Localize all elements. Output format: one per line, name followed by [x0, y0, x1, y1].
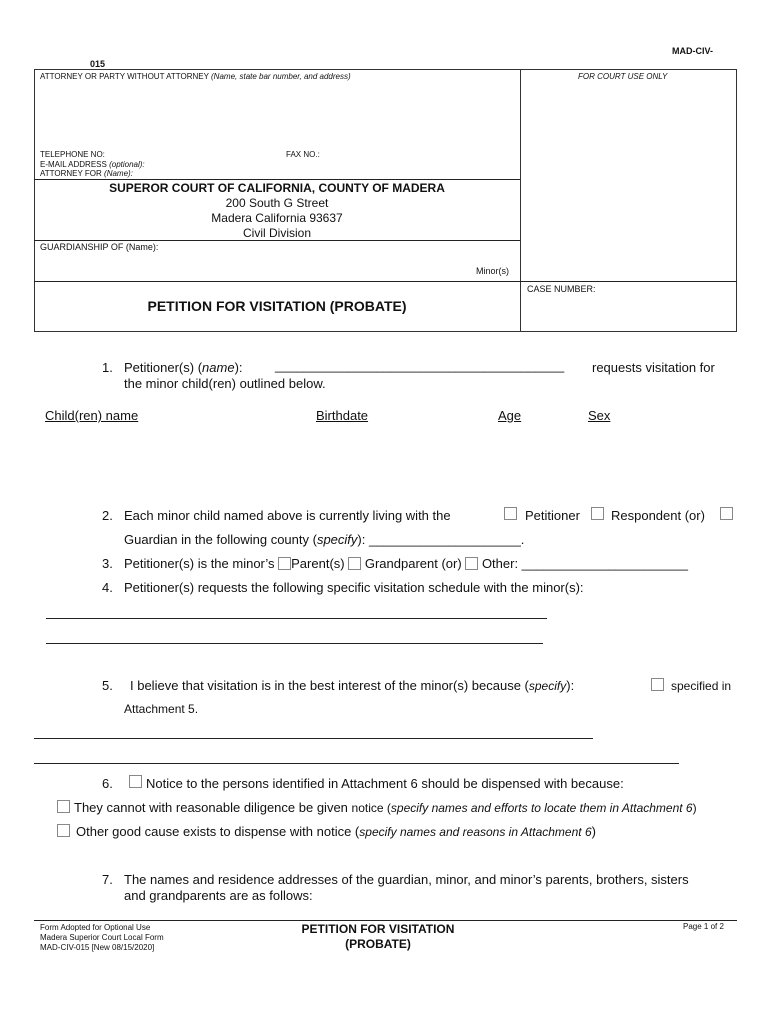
case-number-label: CASE NUMBER: [527, 284, 596, 294]
parent-option-label: Parent(s) [291, 556, 345, 571]
reason-line-1[interactable] [34, 738, 593, 739]
specified-attachment5-checkbox[interactable] [651, 678, 664, 691]
court-name: SUPEROR COURT OF CALIFORNIA, COUNTY OF MADERA [109, 181, 445, 195]
petitioner-option-label: Petitioner [525, 508, 580, 523]
item5-line2: Attachment 5. [124, 702, 199, 716]
footer-left: Form Adopted for Optional Use Madera Superior Court Local Form MAD-CIV-015 [New 08/15/2020] [40, 923, 164, 952]
item3-line: Petitioner(s) is the minor’s Parent(s) Grandparent (or) Other: _______________________ [124, 556, 688, 571]
grandparent-checkbox[interactable] [348, 557, 361, 570]
attorney-for-label: ATTORNEY FOR (Name): [40, 169, 133, 178]
other-good-cause-checkbox[interactable] [57, 824, 70, 837]
column-child-name: Child(ren) name [45, 408, 139, 423]
column-birthdate: Birthdate [316, 408, 369, 423]
fax-label: FAX NO.: [286, 150, 320, 159]
form-code-right: MAD-CIV- [672, 46, 713, 56]
item6-number: 6. [102, 776, 113, 791]
cannot-give-notice-label: They cannot with reasonable diligence be given notice (specify names and efforts to locate them in Attachment 6) [74, 800, 697, 815]
court-use-label: FOR COURT USE ONLY [578, 72, 668, 81]
item1-line1: Petitioner(s) (name): [124, 360, 243, 375]
column-age: Age [498, 408, 522, 423]
respondent-option-label: Respondent (or) [611, 508, 705, 523]
divider-title [34, 281, 737, 282]
item1-requests: requests visitation for [592, 360, 715, 375]
court-division: Civil Division [242, 226, 311, 240]
other-good-cause-label: Other good cause exists to dispense with notice (specify names and reasons in Attachment 6) [76, 824, 596, 839]
item6-text: Notice to the persons identified in Attachment 6 should be dispensed with because: [146, 776, 624, 791]
item7-number: 7. [102, 872, 113, 887]
court-street: 200 South G Street [225, 196, 329, 210]
petitioner-name-field[interactable]: ________________________________________ [275, 358, 565, 373]
divider-attorney [34, 179, 520, 180]
item7-line2: and grandparents are as follows: [124, 888, 313, 903]
footer-title: PETITION FOR VISITATION (PROBATE) [301, 922, 455, 951]
other-relation-field[interactable]: Other: _______________________ [481, 556, 688, 571]
court-address [34, 181, 520, 241]
item3-number: 3. [102, 556, 113, 571]
other-relation-checkbox[interactable] [465, 557, 478, 570]
page-number: Page 1 of 2 [683, 922, 724, 931]
grandparent-option-label: Grandparent (or) [364, 556, 462, 571]
living-with-petitioner-checkbox[interactable] [504, 507, 517, 520]
specified-in-label: specified in [671, 679, 732, 693]
living-with-respondent-checkbox[interactable] [591, 507, 604, 520]
county-field[interactable]: ): _____________________. [357, 532, 525, 547]
column-sex: Sex [588, 408, 611, 423]
telephone-label: TELEPHONE NO: [40, 150, 105, 159]
item4-number: 4. [102, 580, 113, 595]
attorney-label: ATTORNEY OR PARTY WITHOUT ATTORNEY (Name, state bar number, and address) [40, 72, 351, 81]
item1-line2: the minor child(ren) outlined below. [124, 376, 326, 391]
parent-checkbox[interactable] [278, 557, 291, 570]
item4-text: Petitioner(s) requests the following specific visitation schedule with the minor(s): [124, 580, 584, 595]
caption-vertical-divider [520, 69, 521, 332]
item5-number: 5. [102, 678, 113, 693]
dispense-notice-checkbox[interactable] [129, 775, 142, 788]
minors-label: Minor(s) [476, 266, 509, 276]
cannot-give-notice-checkbox[interactable] [57, 800, 70, 813]
form-title: PETITION FOR VISITATION (PROBATE) [147, 298, 407, 314]
item5-line1: I believe that visitation is in the best interest of the minor(s) because (specify): [130, 678, 575, 693]
item1-number: 1. [102, 360, 113, 375]
item2-line2: Guardian in the following county (specify): _____________________. [124, 532, 525, 547]
item2-line1: Each minor child named above is currently living with the [124, 508, 451, 523]
item2-number: 2. [102, 508, 113, 523]
schedule-line-1[interactable] [46, 618, 547, 619]
item7-line1: The names and residence addresses of the guardian, minor, and minor’s parents, brothers, sisters [124, 872, 689, 887]
court-city: Madera California 93637 [211, 211, 343, 225]
footer-rule [34, 920, 737, 921]
reason-line-2[interactable] [34, 763, 679, 764]
guardianship-label: GUARDIANSHIP OF (Name): [40, 242, 159, 252]
schedule-line-2[interactable] [46, 643, 543, 644]
email-label: E-MAIL ADDRESS (optional): [40, 160, 145, 169]
form-code-left: 015 [90, 59, 106, 69]
living-with-guardian-checkbox[interactable] [720, 507, 733, 520]
